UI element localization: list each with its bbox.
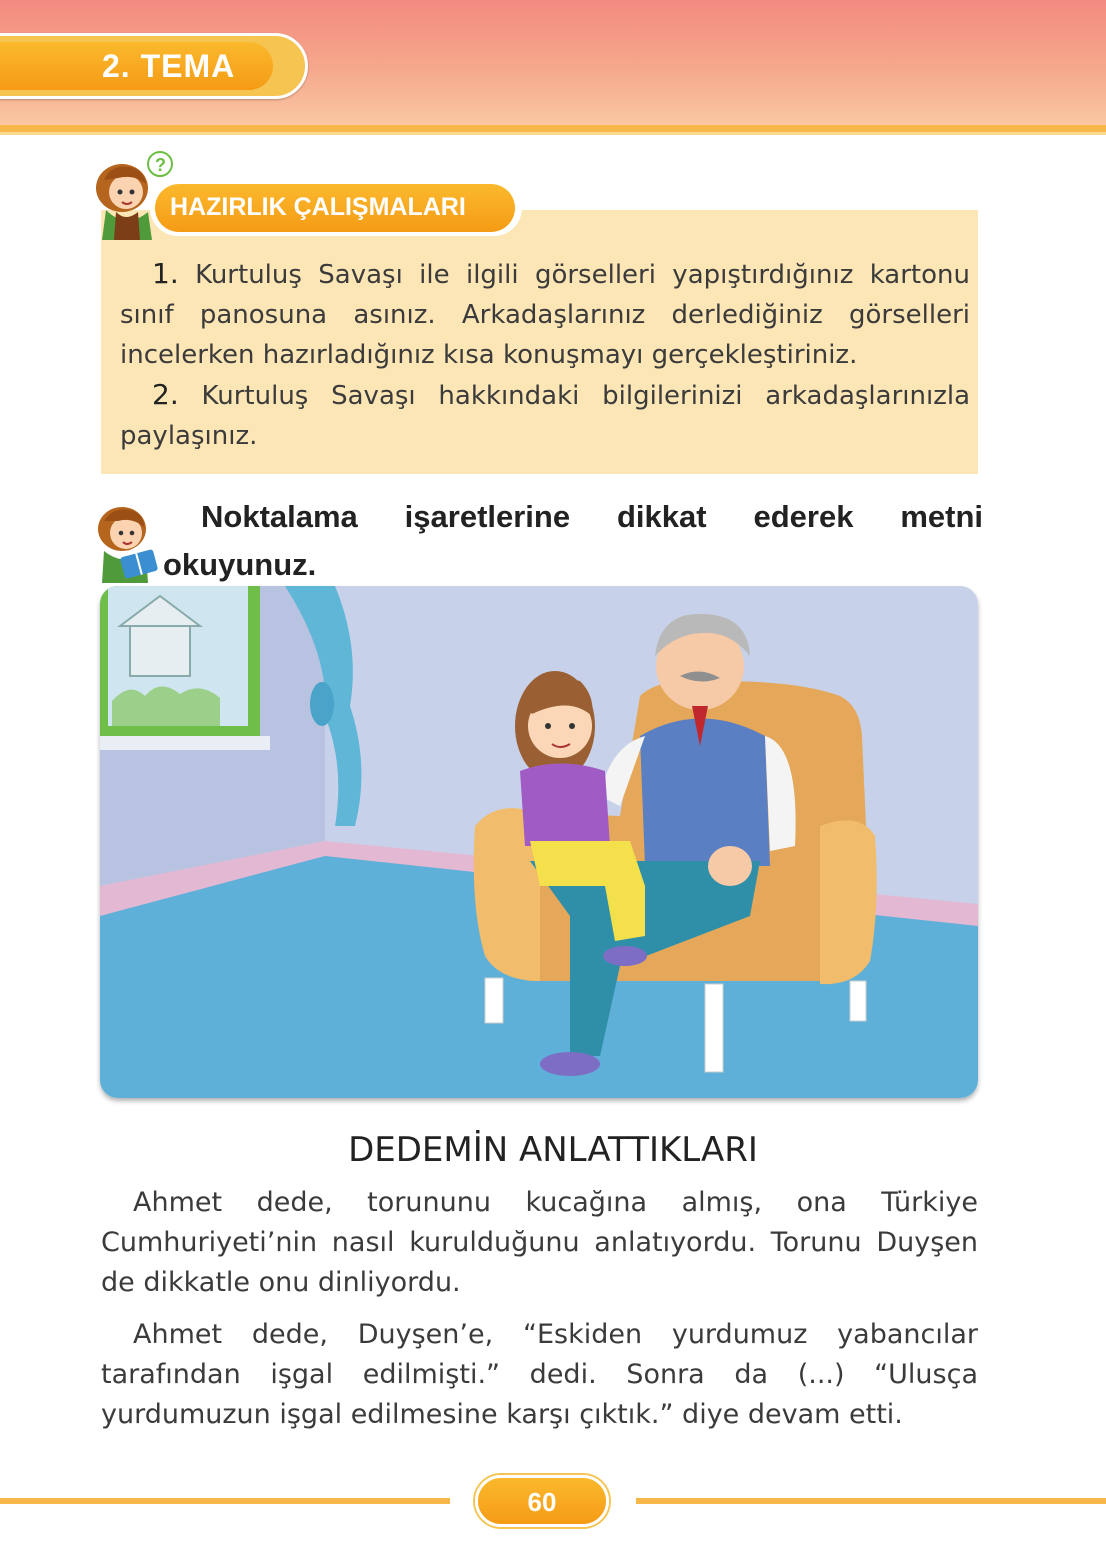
header-divider	[0, 125, 1106, 132]
footer-line-left	[0, 1498, 450, 1504]
theme-label: 2. TEMA	[102, 48, 236, 84]
svg-text:?: ?	[155, 155, 166, 175]
footer-line-right	[636, 1498, 1106, 1504]
preparation-title: HAZIRLIK ÇALIŞMALARI	[170, 193, 466, 221]
girl-reading-icon	[82, 495, 167, 585]
story-text	[101, 1183, 978, 1447]
preparation-item: 2. Kurtuluş Savaşı hakkındaki bilgilerinizi arkadaşlarınızla paylaşınız.	[120, 378, 971, 451]
preparation-text	[120, 254, 970, 456]
preparation-item: 1. Kurtuluş Savaşı ile ilgili görselleri yapıştırdığınız kartonu sınıf panosuna asınız. Arkadaşlarınız derlediğiniz görselleri incelerken hazırladığınız kısa konuşmayı gerçekleştiriniz.	[120, 257, 970, 370]
header-divider-light	[0, 132, 1106, 135]
reading-instruction: Noktalama işaretlerine dikkat ederek metni okuyunuz.	[163, 499, 983, 582]
story-illustration	[100, 586, 978, 1098]
page-number: 60	[527, 1487, 557, 1517]
story-title: DEDEMİN ANLATTIKLARI	[348, 1130, 758, 1170]
story-paragraph: Ahmet dede, Duyşen’e, “Eskiden yurdumuz yabancılar tarafından işgal edilmişti.” dedi. Sonra da (...) “Ulusça yurdumuzun işgal edilmesine karşı çıktık.” diye devam etti.	[101, 1319, 978, 1430]
girl-question-icon	[82, 150, 177, 245]
story-paragraph: Ahmet dede, torununu kucağına almış, ona Türkiye Cumhuriyeti’nin nasıl kurulduğunu anlatıyordu. Torunu Duyşen de dikkatle onu dinliyordu.	[101, 1187, 978, 1298]
illustration-drawing	[100, 586, 978, 1098]
